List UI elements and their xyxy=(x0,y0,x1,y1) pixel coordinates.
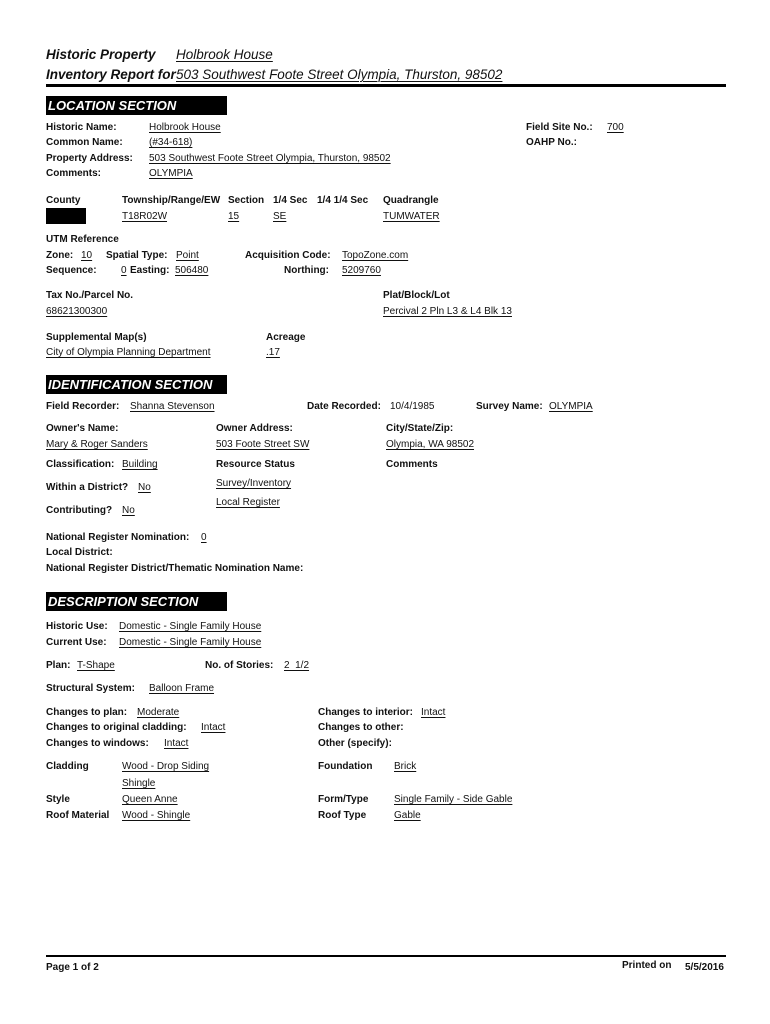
current-use-value: Domestic - Single Family House xyxy=(119,637,262,648)
date-recorded-value: 10/4/1985 xyxy=(390,401,435,412)
tax-parcel-value: 68621300300 xyxy=(46,306,108,317)
survey-name-value: OLYMPIA xyxy=(549,401,593,412)
roof-type-value: Gable xyxy=(394,810,421,821)
zone-label: Zone: xyxy=(46,250,74,261)
roof-type-label: Roof Type xyxy=(318,810,367,821)
form-type-value: Single Family - Side Gable xyxy=(394,794,513,805)
owner-name-value: Mary & Roger Sanders xyxy=(46,439,148,450)
foundation-value: Brick xyxy=(394,761,417,772)
header-property-address: 503 Southwest Foote Street Olympia, Thurston, 98502 xyxy=(176,67,503,82)
quarter-quarter-label: 1/4 1/4 Sec xyxy=(317,195,369,206)
oahp-label: OAHP No.: xyxy=(526,137,577,148)
common-name-value: (#34-618) xyxy=(149,137,193,148)
survey-name-label: Survey Name: xyxy=(476,401,543,412)
city-state-zip-value: Olympia, WA 98502 xyxy=(386,439,475,450)
comments-id-label: Comments xyxy=(386,459,438,470)
historic-use-label: Historic Use: xyxy=(46,621,108,632)
owner-address-label: Owner Address: xyxy=(216,423,293,434)
section-value: 15 xyxy=(228,211,240,222)
plan-label: Plan: xyxy=(46,660,71,671)
style-value: Queen Anne xyxy=(122,794,178,805)
county-label: County xyxy=(46,195,81,206)
classification-label: Classification: xyxy=(46,459,115,470)
city-state-zip-label: City/State/Zip: xyxy=(386,423,454,434)
changes-interior-value: Intact xyxy=(421,707,446,718)
resource-status-label: Resource Status xyxy=(216,459,295,470)
resource-status-survey: Survey/Inventory xyxy=(216,478,292,489)
field-recorder-label: Field Recorder: xyxy=(46,401,120,412)
other-specify-label: Other (specify): xyxy=(318,738,392,749)
changes-other-label: Changes to other: xyxy=(318,722,404,733)
within-district-label: Within a District? xyxy=(46,482,129,493)
contributing-value: No xyxy=(122,505,135,516)
cladding-value-2: Shingle xyxy=(122,778,156,789)
cladding-label: Cladding xyxy=(46,761,89,772)
owner-address-value: 503 Foote Street SW xyxy=(216,439,310,450)
easting-label: Easting: xyxy=(130,265,170,276)
nr-district-label: National Register District/Thematic Nomination Name: xyxy=(46,563,304,574)
header-property-name: Holbrook House xyxy=(176,47,273,62)
trs-value: T18R02W xyxy=(122,211,168,222)
header-title-2: Inventory Report for xyxy=(46,67,176,82)
changes-plan-label: Changes to plan: xyxy=(46,707,128,718)
changes-interior-label: Changes to interior: xyxy=(318,707,414,718)
common-name-label: Common Name: xyxy=(46,137,123,148)
county-redacted-box xyxy=(46,208,86,224)
plat-block-lot-label: Plat/Block/Lot xyxy=(383,290,450,301)
page-number: Page 1 of 2 xyxy=(46,962,99,973)
property-address-label: Property Address: xyxy=(46,153,133,164)
location-section-header: LOCATION SECTION xyxy=(46,96,227,115)
quadrangle-value: TUMWATER xyxy=(383,211,440,222)
contributing-label: Contributing? xyxy=(46,505,113,516)
roof-material-label: Roof Material xyxy=(46,810,110,821)
utm-label: UTM Reference xyxy=(46,234,119,245)
spatial-type-value: Point xyxy=(176,250,199,261)
current-use-label: Current Use: xyxy=(46,637,107,648)
resource-status-local: Local Register xyxy=(216,497,280,508)
stories-label: No. of Stories: xyxy=(205,660,274,671)
changes-cladding-label: Changes to original cladding: xyxy=(46,722,187,733)
zone-value: 10 xyxy=(81,250,93,261)
sequence-value: 0 xyxy=(121,265,127,276)
changes-windows-value: Intact xyxy=(164,738,189,749)
acreage-label: Acreage xyxy=(266,332,306,343)
supplemental-map-label: Supplemental Map(s) xyxy=(46,332,147,343)
classification-value: Building xyxy=(122,459,158,470)
acreage-value: .17 xyxy=(266,347,280,358)
structural-system-value: Balloon Frame xyxy=(149,683,215,694)
date-recorded-label: Date Recorded: xyxy=(307,401,381,412)
changes-cladding-value: Intact xyxy=(201,722,226,733)
footer-rule xyxy=(46,955,726,957)
comments-value: OLYMPIA xyxy=(149,168,193,179)
acquisition-code-label: Acquisition Code: xyxy=(245,250,331,261)
local-district-label: Local District: xyxy=(46,547,113,558)
comments-label: Comments: xyxy=(46,168,102,179)
stories-value: 2 1/2 xyxy=(284,660,310,671)
printed-on-label: Printed on xyxy=(622,960,672,971)
historic-use-value: Domestic - Single Family House xyxy=(119,621,262,632)
changes-plan-value: Moderate xyxy=(137,707,180,718)
national-register-value: 0 xyxy=(201,532,207,543)
field-recorder-value: Shanna Stevenson xyxy=(130,401,215,412)
plat-block-lot-value: Percival 2 Pln L3 & L4 Blk 13 xyxy=(383,306,512,317)
northing-label: Northing: xyxy=(284,265,329,276)
cladding-value-1: Wood - Drop Siding xyxy=(122,761,210,772)
supplemental-map-value: City of Olympia Planning Department xyxy=(46,347,211,358)
printed-on-date: 5/5/2016 xyxy=(685,962,724,973)
style-label: Style xyxy=(46,794,70,805)
field-site-value: 700 xyxy=(607,122,624,133)
foundation-label: Foundation xyxy=(318,761,373,772)
quarter-sec-value: SE xyxy=(273,211,287,222)
description-section-header: DESCRIPTION SECTION xyxy=(46,592,227,611)
header-rule xyxy=(46,84,726,87)
header-title-1: Historic Property xyxy=(46,47,156,62)
changes-windows-label: Changes to windows: xyxy=(46,738,149,749)
owner-name-label: Owner's Name: xyxy=(46,423,119,434)
northing-value: 5209760 xyxy=(342,265,381,276)
plan-value: T-Shape xyxy=(77,660,115,671)
acquisition-code-value: TopoZone.com xyxy=(342,250,409,261)
form-type-label: Form/Type xyxy=(318,794,369,805)
field-site-label: Field Site No.: xyxy=(526,122,593,133)
property-address-value: 503 Southwest Foote Street Olympia, Thurston, 98502 xyxy=(149,153,391,164)
quarter-sec-label: 1/4 Sec xyxy=(273,195,308,206)
within-district-value: No xyxy=(138,482,151,493)
spatial-type-label: Spatial Type: xyxy=(106,250,168,261)
sequence-label: Sequence: xyxy=(46,265,97,276)
section-label: Section xyxy=(228,195,265,206)
national-register-label: National Register Nomination: xyxy=(46,532,190,543)
roof-material-value: Wood - Shingle xyxy=(122,810,191,821)
structural-system-label: Structural System: xyxy=(46,683,135,694)
trs-label: Township/Range/EW xyxy=(122,195,221,206)
historic-name-value: Holbrook House xyxy=(149,122,221,133)
identification-section-header: IDENTIFICATION SECTION xyxy=(46,375,227,394)
easting-value: 506480 xyxy=(175,265,209,276)
tax-parcel-label: Tax No./Parcel No. xyxy=(46,290,134,301)
quadrangle-label: Quadrangle xyxy=(383,195,439,206)
historic-name-label: Historic Name: xyxy=(46,122,117,133)
